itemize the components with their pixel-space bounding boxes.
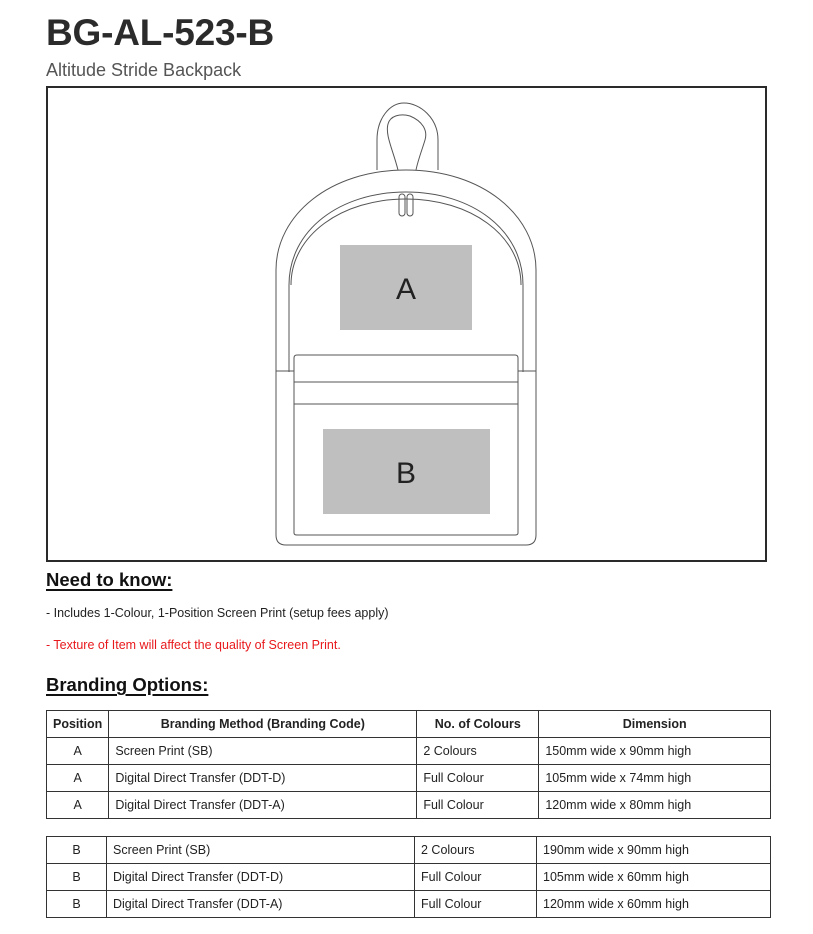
method-cell: Digital Direct Transfer (DDT-A): [107, 891, 415, 918]
need-to-know-heading: Need to know:: [46, 569, 173, 590]
colours-cell: 2 Colours: [417, 738, 539, 765]
position-cell: A: [47, 765, 109, 792]
branding-area-a-label: A: [395, 273, 417, 306]
handle-outer: [377, 103, 438, 170]
table-row: [47, 864, 771, 891]
branding-options-table-a: [46, 710, 771, 819]
method-cell: Digital Direct Transfer (DDT-A): [109, 792, 417, 819]
table-row: [47, 891, 771, 918]
table-row: [47, 738, 771, 765]
column-header-dimension: Dimension: [539, 711, 771, 738]
colours-cell: Full Colour: [417, 765, 539, 792]
colours-cell: Full Colour: [415, 891, 537, 918]
position-cell: A: [47, 738, 109, 765]
colours-cell: Full Colour: [415, 864, 537, 891]
note-texture-warning: - Texture of Item will affect the quality of Screen Print.: [46, 638, 341, 652]
note-setup-fees: - Includes 1-Colour, 1-Position Screen Print (setup fees apply): [46, 606, 389, 620]
product-illustration-frame: [46, 86, 767, 562]
branding-options-table-b: [46, 836, 771, 918]
zipper-pull-left: [399, 194, 405, 216]
product-code: BG-AL-523-B: [46, 12, 275, 53]
colours-cell: Full Colour: [417, 792, 539, 819]
dimension-cell: 150mm wide x 90mm high: [539, 738, 771, 765]
method-cell: Screen Print (SB): [109, 738, 417, 765]
table-header-row: [47, 711, 771, 738]
dimension-cell: 105mm wide x 74mm high: [539, 765, 771, 792]
dimension-cell: 120mm wide x 80mm high: [539, 792, 771, 819]
column-header-method: Branding Method (Branding Code): [109, 711, 417, 738]
column-header-position: Position: [47, 711, 109, 738]
colours-cell: 2 Colours: [415, 837, 537, 864]
position-cell: B: [47, 864, 107, 891]
method-cell: Digital Direct Transfer (DDT-D): [107, 864, 415, 891]
position-cell: B: [47, 891, 107, 918]
product-name: Altitude Stride Backpack: [46, 60, 242, 80]
dimension-cell: 120mm wide x 60mm high: [537, 891, 771, 918]
dimension-cell: 190mm wide x 90mm high: [537, 837, 771, 864]
table-row: [47, 792, 771, 819]
position-cell: A: [47, 792, 109, 819]
table-row: [47, 765, 771, 792]
branding-area-b-label: B: [395, 457, 417, 490]
dimension-cell: 105mm wide x 60mm high: [537, 864, 771, 891]
zipper-pull-right: [407, 194, 413, 216]
method-cell: Screen Print (SB): [107, 837, 415, 864]
column-header-colours: No. of Colours: [417, 711, 539, 738]
handle-inner: [387, 115, 425, 170]
branding-options-heading: Branding Options:: [46, 674, 209, 695]
position-cell: B: [47, 837, 107, 864]
method-cell: Digital Direct Transfer (DDT-D): [109, 765, 417, 792]
table-row: [47, 837, 771, 864]
